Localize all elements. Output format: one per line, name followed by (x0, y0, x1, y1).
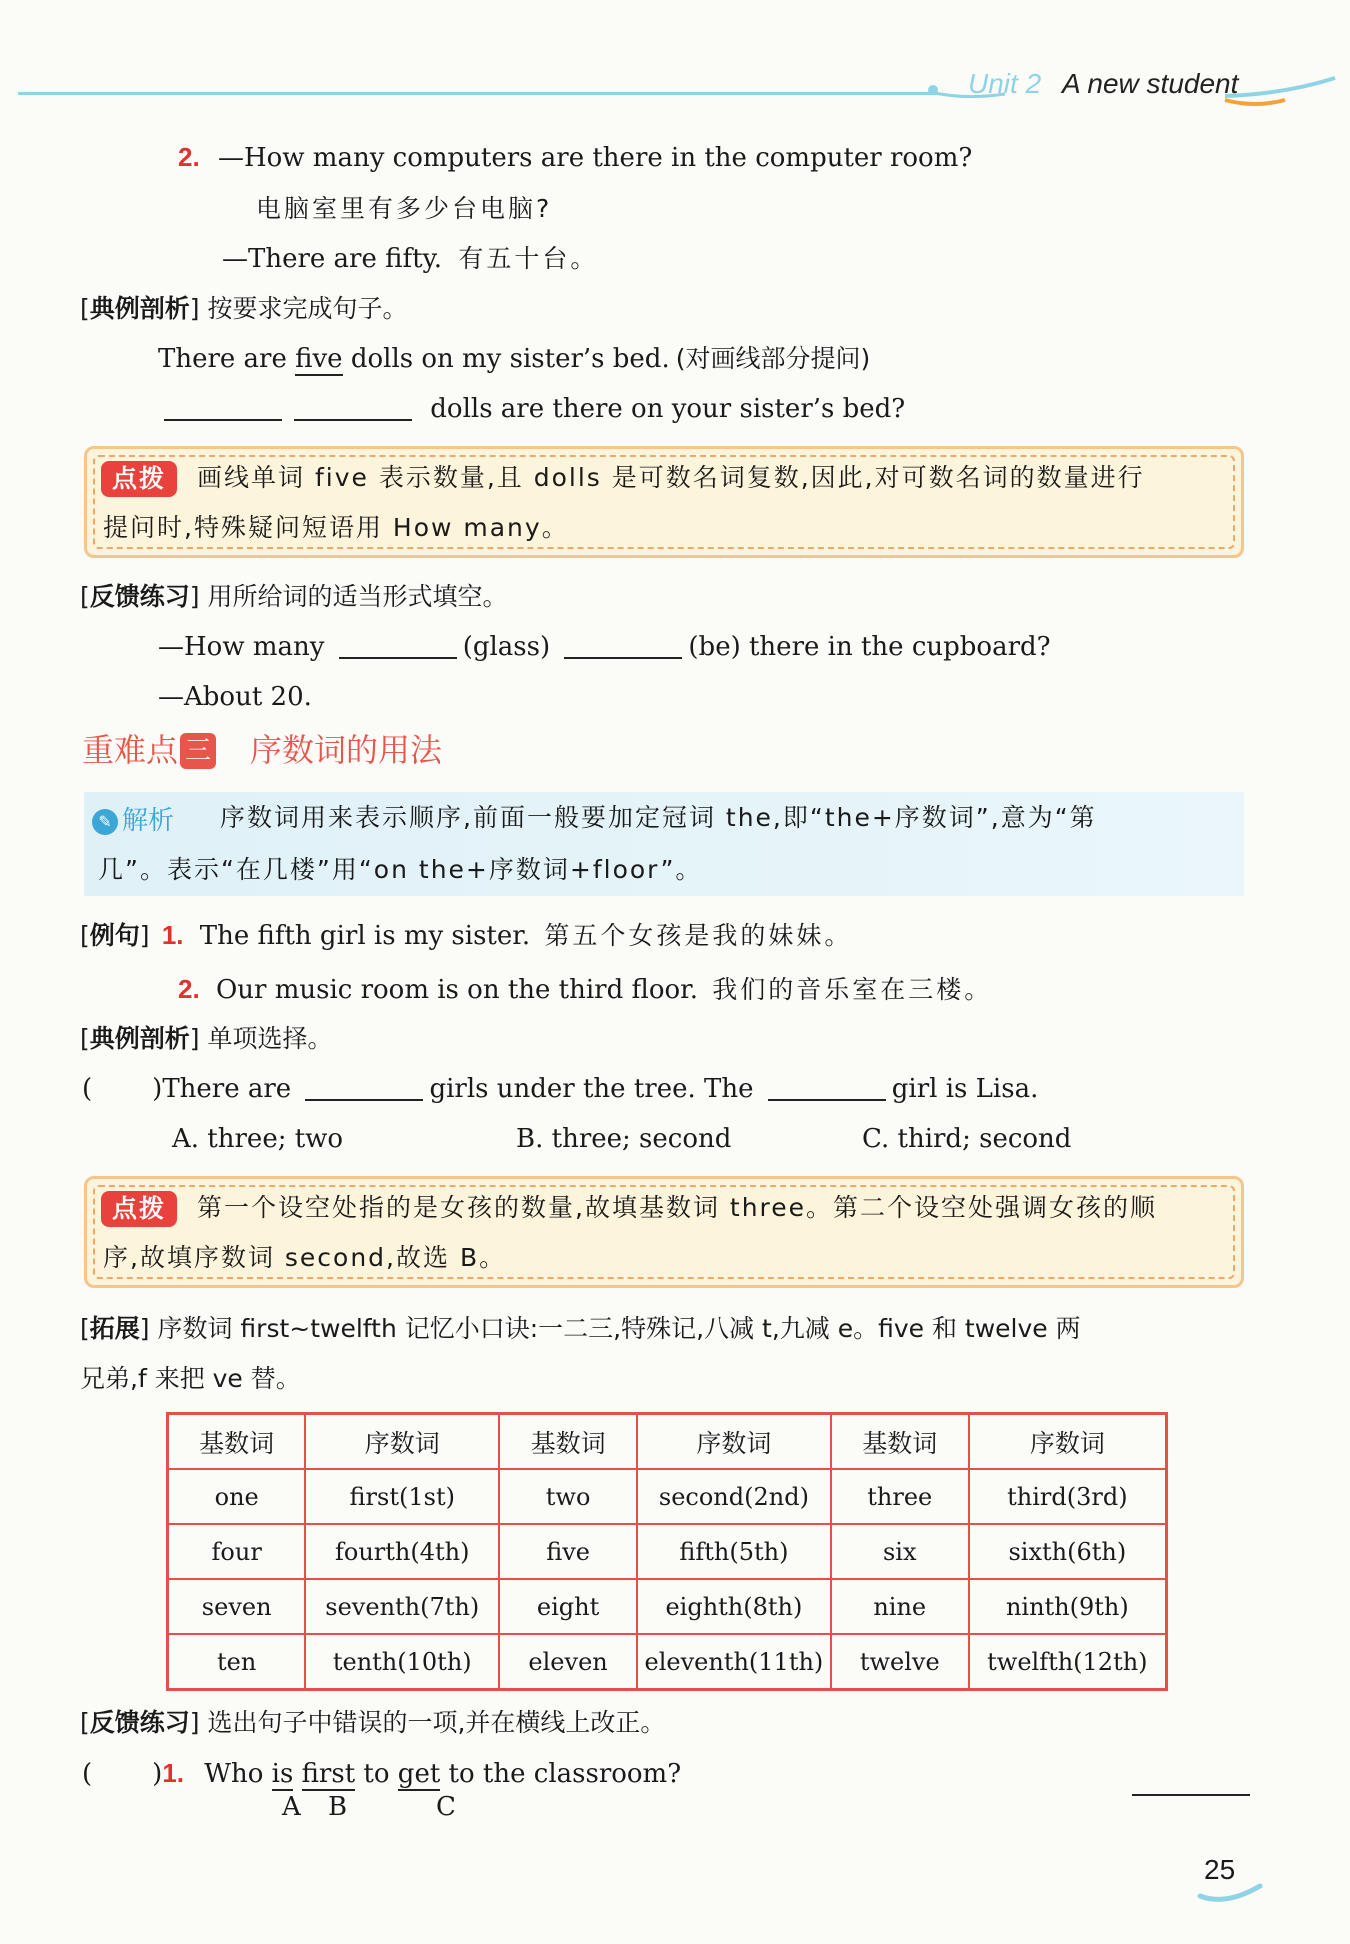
table-header-cell: 序数词 (305, 1414, 499, 1470)
header-unit: Unit 2 (968, 68, 1042, 99)
table-cell: five (499, 1524, 637, 1579)
explanation-text: 序数词用来表示顺序,前面一般要加定冠词 the,即“the+序数词”,意为“第 几”。表示“在几楼”用“on the+序数词+floor”。 (98, 803, 1097, 884)
tip-text: 画线单词 five 表示数量,且 dolls 是可数名词复数,因此,对可数名词的数量进行 提问时,特殊疑问短语用 How many。 (103, 463, 1145, 542)
answer-blank[interactable] (305, 1075, 423, 1101)
practice1-heading: [反馈练习] 用所给词的适当形式填空。 (80, 582, 508, 611)
analysis1-heading: [典例剖析] 按要求完成句子。 (80, 294, 408, 323)
table-cell: one (168, 1469, 306, 1524)
table-cell: two (499, 1469, 637, 1524)
practice1-question: —How many (glass) (be) there in the cupboard? (158, 632, 1051, 662)
pen-icon: ✎ (92, 809, 118, 835)
tip-box (84, 446, 1244, 558)
table-cell: fourth(4th) (305, 1524, 499, 1579)
analysis2-question: ( )There are girls under the tree. The girl is Lisa. (82, 1074, 1039, 1104)
answer-blank[interactable] (294, 395, 412, 421)
example-sentence-2: 2. Our music room is on the third floor. 我们的音乐室在三楼。 (178, 974, 993, 1005)
table-header-row (168, 1414, 1167, 1470)
table-cell: three (831, 1469, 969, 1524)
page-swoosh-icon (1196, 1882, 1266, 1906)
example2-answer: —There are fifty. 有五十台。 (222, 244, 599, 274)
table-row (168, 1634, 1167, 1690)
section-number-badge: 三 (180, 733, 216, 769)
tip-badge: 点拨 (101, 1191, 177, 1227)
option-label-c: C (436, 1792, 456, 1822)
analysis1-answer: dolls are there on your sister’s bed? (158, 392, 905, 426)
table-row (168, 1469, 1167, 1524)
table-header-cell: 基数词 (168, 1414, 306, 1470)
option-label-b: B (328, 1792, 348, 1822)
table-cell: second(2nd) (637, 1469, 831, 1524)
example-sentence-1: [例句] 1. The fifth girl is my sister. 第五个女孩是我的妹妹。 (80, 920, 853, 951)
example2-question: 2. —How many computers are there in the computer room? (178, 142, 973, 173)
option-a[interactable]: A. three; two (172, 1124, 344, 1154)
table-cell: eleventh(11th) (637, 1634, 831, 1690)
table-cell: twelfth(12th) (969, 1634, 1167, 1690)
practice2-heading: [反馈练习] 选出句子中错误的一项,并在横线上改正。 (80, 1708, 666, 1737)
table-cell: eleven (499, 1634, 637, 1690)
table-cell: nine (831, 1579, 969, 1634)
analysis2-heading: [典例剖析] 单项选择。 (80, 1024, 333, 1053)
answer-blank[interactable] (339, 633, 457, 659)
table-cell: eighth(8th) (637, 1579, 831, 1634)
table-header-cell: 序数词 (969, 1414, 1167, 1470)
answer-blank[interactable] (164, 395, 282, 421)
example2-question-cn: 电脑室里有多少台电脑? (256, 194, 553, 223)
table-cell: seven (168, 1579, 306, 1634)
example-number: 2. (178, 142, 200, 172)
tip-badge: 点拨 (101, 461, 177, 497)
table-cell: twelve (831, 1634, 969, 1690)
option-c[interactable]: C. third; second (862, 1124, 1072, 1154)
table-cell: ninth(9th) (969, 1579, 1167, 1634)
table-row (168, 1524, 1167, 1579)
table-header-cell: 基数词 (499, 1414, 637, 1470)
tip-text: 第一个设空处指的是女孩的数量,故填基数词 three。第二个设空处强调女孩的顺 序,故填序数词 second,故选 B。 (103, 1193, 1158, 1272)
table-cell: ten (168, 1634, 306, 1690)
extension-text: [拓展] 序数词 first~twelfth 记忆小口诀:一二三,特殊记,八减 t,九减 e。five 和 twelve 两 兄弟,f 来把 ve 替。 (80, 1314, 1081, 1393)
tip-box (84, 1176, 1244, 1288)
table-cell: eight (499, 1579, 637, 1634)
header-rule (18, 92, 938, 95)
table-header-cell: 序数词 (637, 1414, 831, 1470)
answer-blank[interactable] (564, 633, 682, 659)
analysis1-sentence: There are five dolls on my sister’s bed. (对画线部分提问) (158, 344, 871, 374)
option-b[interactable]: B. three; second (516, 1124, 732, 1154)
answer-blank[interactable] (768, 1075, 886, 1101)
correction-blank[interactable] (1132, 1794, 1250, 1796)
practice2-question: ( )1. Who is first to get to the classroom? (82, 1758, 682, 1789)
table-cell: fifth(5th) (637, 1524, 831, 1579)
table-header-cell: 基数词 (831, 1414, 969, 1470)
table-cell: six (831, 1524, 969, 1579)
table-row (168, 1579, 1167, 1634)
practice1-answer: —About 20. (158, 682, 312, 712)
table-cell: seventh(7th) (305, 1579, 499, 1634)
ordinal-table (166, 1412, 1168, 1691)
page-number: 25 (1204, 1854, 1236, 1885)
explanation-label: ✎ 解析 (92, 800, 174, 837)
table-cell: four (168, 1524, 306, 1579)
header-title: A new student (1062, 68, 1239, 99)
table-cell: sixth(6th) (969, 1524, 1167, 1579)
section-heading: 重难点 三 序数词的用法 (82, 731, 443, 769)
option-label-a: A (282, 1792, 301, 1822)
table-cell: third(3rd) (969, 1469, 1167, 1524)
table-cell: first(1st) (305, 1469, 499, 1524)
explanation-box (84, 792, 1244, 896)
table-cell: tenth(10th) (305, 1634, 499, 1690)
